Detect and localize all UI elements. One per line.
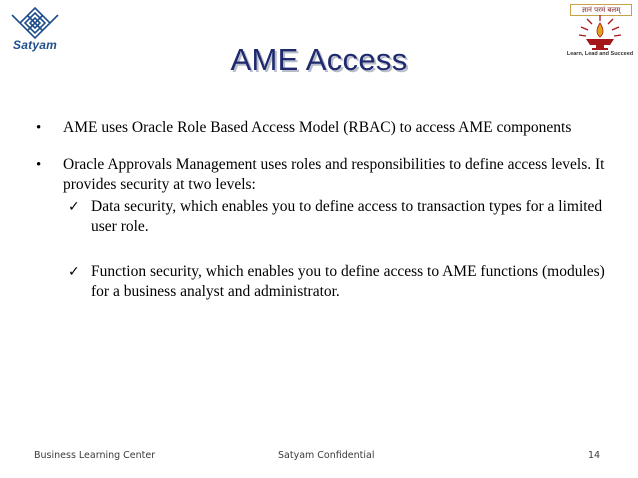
bullet-marker: • (36, 120, 42, 136)
checkmark-icon: ✓ (68, 199, 80, 215)
logo-script-banner: ज्ञानं परमं बलम् (570, 4, 632, 16)
satyam-wordmark: Satyam (13, 38, 57, 52)
bullet-text: Oracle Approvals Management uses roles and responsibilities to define access levels. It provides security at two levels: (63, 156, 605, 193)
bullet-item (34, 155, 614, 195)
sub-bullet-item (34, 262, 614, 302)
slide-title: AME Access (230, 42, 408, 77)
satyam-grid-logo-icon (6, 6, 64, 40)
bullet-item (34, 118, 614, 138)
bullet-marker: • (36, 157, 42, 173)
sub-bullet-item (34, 197, 614, 237)
page-number: 14 (588, 450, 601, 461)
footer-left-label: Business Learning Center (34, 450, 156, 461)
logo-tagline: Learn, Lead and Succeed (566, 51, 634, 57)
slide-body (34, 118, 614, 302)
sub-bullet-text: Function security, which enables you to define access to AME functions (modules) for a business analyst and administrator. (91, 263, 605, 300)
footer-confidential-label: Satyam Confidential (278, 450, 375, 461)
bullet-text: AME uses Oracle Role Based Access Model (RBAC) to access AME components (63, 119, 572, 136)
sub-bullet-text: Data security, which enables you to define access to transaction types for a limited user role. (91, 198, 603, 235)
checkmark-icon: ✓ (68, 264, 80, 280)
